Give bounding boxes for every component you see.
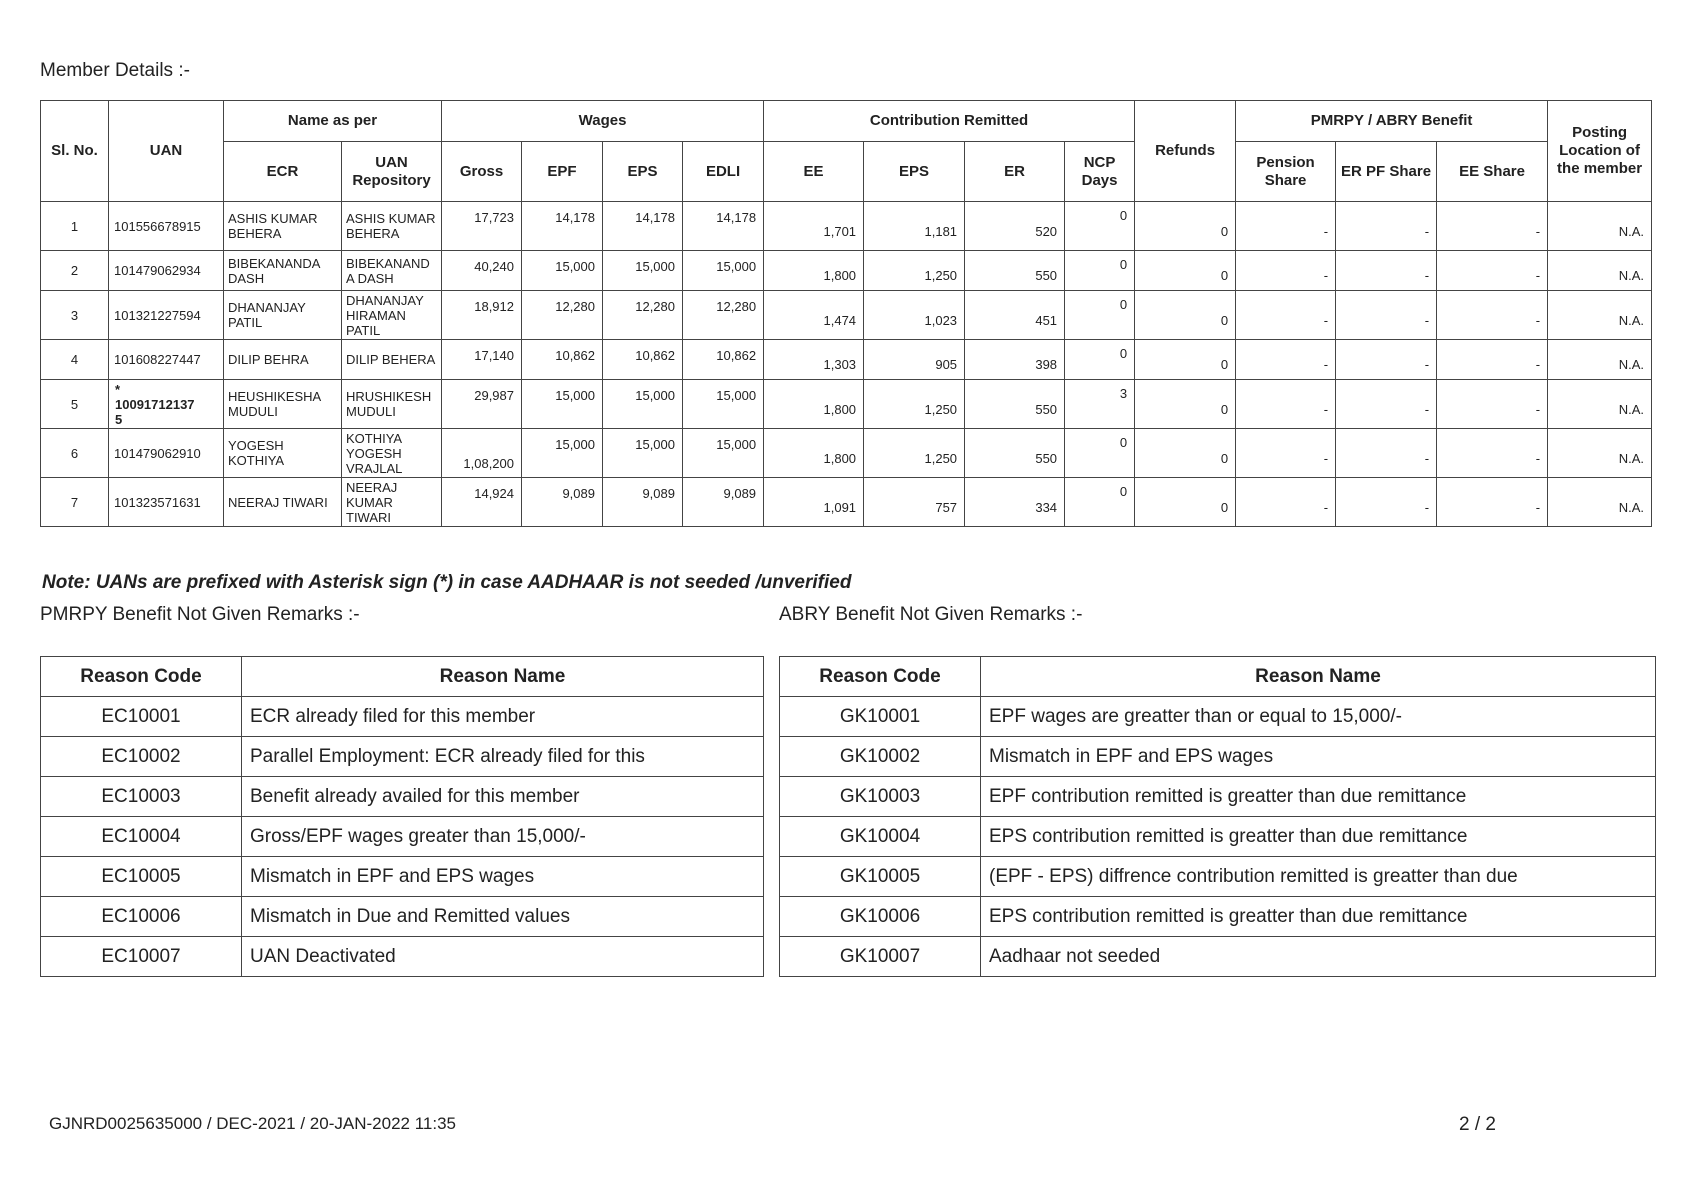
header-posting-location: Posting Location of the member [1548,101,1652,202]
cell-ee: 1,303 [764,340,864,380]
header-eps: EPS [603,142,683,202]
reason-name: EPF wages are greatter than or equal to 15,000/- [981,697,1656,737]
header-reason-name: Reason Name [242,657,764,697]
header-uan-repository: UAN Repository [342,142,442,202]
cell-posting-location: N.A. [1548,251,1652,291]
cell-eps: 10,862 [603,340,683,380]
header-sl-no: Sl. No. [41,101,109,202]
pmrpy-reasons-table [40,656,764,977]
cell-repo-name: DHANANJAY HIRAMAN PATIL [342,291,442,340]
cell-sl-no: 5 [41,380,109,429]
table-row [780,737,1656,777]
cell-posting-location: N.A. [1548,429,1652,478]
cell-eps-contribution: 905 [864,340,965,380]
table-row [780,897,1656,937]
cell-gross: 29,987 [442,380,522,429]
table-row [41,340,1652,380]
cell-eps: 15,000 [603,429,683,478]
table-row [41,937,764,977]
cell-ee-share: - [1437,202,1548,251]
cell-ee-share: - [1437,340,1548,380]
header-edli: EDLI [683,142,764,202]
reason-name: Mismatch in Due and Remitted values [242,897,764,937]
cell-posting-location: N.A. [1548,340,1652,380]
cell-refunds: 0 [1135,380,1236,429]
cell-pension-share: - [1236,251,1336,291]
cell-repo-name: ASHIS KUMAR BEHERA [342,202,442,251]
reason-code: GK10006 [780,897,981,937]
cell-sl-no: 4 [41,340,109,380]
cell-pension-share: - [1236,340,1336,380]
reason-code: EC10007 [41,937,242,977]
reason-name: EPF contribution remitted is greatter than due remittance [981,777,1656,817]
cell-refunds: 0 [1135,202,1236,251]
cell-posting-location: N.A. [1548,291,1652,340]
cell-eps: 14,178 [603,202,683,251]
page-number: 2 / 2 [1459,1114,1496,1135]
header-epf: EPF [522,142,603,202]
cell-ncp-days: 0 [1065,202,1135,251]
cell-eps: 9,089 [603,478,683,527]
cell-er: 520 [965,202,1065,251]
cell-er: 451 [965,291,1065,340]
cell-edli: 15,000 [683,429,764,478]
member-details-table [40,100,1652,527]
cell-ncp-days: 0 [1065,291,1135,340]
reason-name: Benefit already availed for this member [242,777,764,817]
cell-ncp-days: 3 [1065,380,1135,429]
cell-uan: 101479062910 [109,429,224,478]
cell-gross: 18,912 [442,291,522,340]
cell-refunds: 0 [1135,478,1236,527]
header-reason-code: Reason Code [41,657,242,697]
cell-er: 550 [965,380,1065,429]
cell-ee-share: - [1437,478,1548,527]
cell-eps-contribution: 1,181 [864,202,965,251]
reason-name: (EPF - EPS) diffrence contribution remitted is greatter than due [981,857,1656,897]
reason-name: Parallel Employment: ECR already filed for this [242,737,764,777]
cell-eps: 15,000 [603,380,683,429]
cell-ecr-name: BIBEKANANDA DASH [224,251,342,291]
header-er-pf-share: ER PF Share [1336,142,1437,202]
cell-uan: 101323571631 [109,478,224,527]
table-row [41,380,1652,429]
cell-uan: 101608227447 [109,340,224,380]
table-row [41,777,764,817]
cell-repo-name: NEERAJ KUMAR TIWARI [342,478,442,527]
reason-code: EC10002 [41,737,242,777]
cell-ncp-days: 0 [1065,429,1135,478]
table-row [780,817,1656,857]
header-pension-share: Pension Share [1236,142,1336,202]
reason-name: Mismatch in EPF and EPS wages [981,737,1656,777]
table-row [41,817,764,857]
cell-gross: 14,924 [442,478,522,527]
cell-repo-name: HRUSHIKESH MUDULI [342,380,442,429]
cell-epf: 15,000 [522,251,603,291]
reason-code: GK10002 [780,737,981,777]
cell-ncp-days: 0 [1065,340,1135,380]
cell-edli: 9,089 [683,478,764,527]
cell-eps: 15,000 [603,251,683,291]
cell-epf: 10,862 [522,340,603,380]
cell-epf: 15,000 [522,380,603,429]
header-reason-name: Reason Name [981,657,1656,697]
uan-number: 10091712137 [115,396,195,412]
table-row [41,429,1652,478]
cell-pension-share: - [1236,380,1336,429]
reason-code: EC10005 [41,857,242,897]
cell-ee: 1,474 [764,291,864,340]
cell-epf: 12,280 [522,291,603,340]
cell-ee-share: - [1437,429,1548,478]
reason-code: EC10001 [41,697,242,737]
cell-ee: 1,091 [764,478,864,527]
table-row [41,857,764,897]
reason-name: EPS contribution remitted is greatter than due remittance [981,897,1656,937]
cell-pension-share: - [1236,202,1336,251]
table-row [41,202,1652,251]
cell-gross: 1,08,200 [442,429,522,478]
reason-code: GK10005 [780,857,981,897]
cell-ee: 1,800 [764,429,864,478]
cell-edli: 15,000 [683,380,764,429]
cell-pension-share: - [1236,291,1336,340]
header-name-as-per: Name as per [224,101,442,142]
cell-refunds: 0 [1135,291,1236,340]
reason-code: EC10004 [41,817,242,857]
reason-code: GK10004 [780,817,981,857]
cell-edli: 15,000 [683,251,764,291]
cell-uan: 101479062934 [109,251,224,291]
table-row [41,251,1652,291]
cell-edli: 12,280 [683,291,764,340]
cell-er: 550 [965,429,1065,478]
cell-ncp-days: 0 [1065,251,1135,291]
cell-er: 398 [965,340,1065,380]
cell-sl-no: 6 [41,429,109,478]
reason-name: Aadhaar not seeded [981,937,1656,977]
reason-name: Mismatch in EPF and EPS wages [242,857,764,897]
abry-remarks-title: ABRY Benefit Not Given Remarks :- [779,604,1083,625]
table-row [41,697,764,737]
cell-ecr-name: ASHIS KUMAR BEHERA [224,202,342,251]
reason-code: EC10006 [41,897,242,937]
header-ee: EE [764,142,864,202]
cell-sl-no: 3 [41,291,109,340]
cell-uan [109,380,224,429]
cell-er-pf-share: - [1336,429,1437,478]
cell-pension-share: - [1236,429,1336,478]
cell-repo-name: DILIP BEHERA [342,340,442,380]
cell-eps: 12,280 [603,291,683,340]
cell-er-pf-share: - [1336,380,1437,429]
pmrpy-remarks-title: PMRPY Benefit Not Given Remarks :- [40,604,360,625]
cell-refunds: 0 [1135,251,1236,291]
cell-sl-no: 1 [41,202,109,251]
table-row [41,897,764,937]
reason-name: ECR already filed for this member [242,697,764,737]
uan-number-wrap: 5 [115,411,123,427]
header-uan: UAN [109,101,224,202]
cell-ee: 1,701 [764,202,864,251]
cell-ncp-days: 0 [1065,478,1135,527]
cell-er-pf-share: - [1336,202,1437,251]
header-pmrpy-abry-benefit: PMRPY / ABRY Benefit [1236,101,1548,142]
table-row [780,697,1656,737]
table-row [41,291,1652,340]
aadhaar-note: Note: UANs are prefixed with Asterisk sign (*) in case AADHAAR is not seeded /unverified [42,572,852,593]
cell-posting-location: N.A. [1548,380,1652,429]
cell-epf: 9,089 [522,478,603,527]
cell-gross: 40,240 [442,251,522,291]
table-row [780,937,1656,977]
header-eps-contribution: EPS [864,142,965,202]
cell-posting-location: N.A. [1548,478,1652,527]
cell-epf: 14,178 [522,202,603,251]
cell-uan: 101321227594 [109,291,224,340]
cell-er-pf-share: - [1336,340,1437,380]
cell-ecr-name: NEERAJ TIWARI [224,478,342,527]
cell-ee-share: - [1437,380,1548,429]
cell-edli: 10,862 [683,340,764,380]
cell-er-pf-share: - [1336,251,1437,291]
cell-posting-location: N.A. [1548,202,1652,251]
reason-name: UAN Deactivated [242,937,764,977]
cell-ee: 1,800 [764,251,864,291]
cell-refunds: 0 [1135,429,1236,478]
header-ncp-days: NCP Days [1065,142,1135,202]
header-refunds: Refunds [1135,101,1236,202]
reason-code: GK10001 [780,697,981,737]
header-contribution-remitted: Contribution Remitted [764,101,1135,142]
cell-refunds: 0 [1135,340,1236,380]
cell-uan: 101556678915 [109,202,224,251]
header-reason-code: Reason Code [780,657,981,697]
table-row [780,857,1656,897]
table-row [41,737,764,777]
cell-sl-no: 2 [41,251,109,291]
reason-name: EPS contribution remitted is greatter than due remittance [981,817,1656,857]
cell-pension-share: - [1236,478,1336,527]
reason-code: GK10003 [780,777,981,817]
header-er: ER [965,142,1065,202]
reason-code: GK10007 [780,937,981,977]
uan-asterisk-prefix: * [115,381,121,397]
cell-eps-contribution: 1,250 [864,429,965,478]
cell-ee: 1,800 [764,380,864,429]
cell-er-pf-share: - [1336,291,1437,340]
header-gross: Gross [442,142,522,202]
cell-repo-name: BIBEKANAND A DASH [342,251,442,291]
cell-er-pf-share: - [1336,478,1437,527]
cell-ecr-name: DILIP BEHRA [224,340,342,380]
table-row [41,478,1652,527]
footer-document-reference: GJNRD0025635000 / DEC-2021 / 20-JAN-2022 11:35 [49,1114,456,1133]
cell-ecr-name: YOGESH KOTHIYA [224,429,342,478]
cell-eps-contribution: 1,023 [864,291,965,340]
reason-name: Gross/EPF wages greater than 15,000/- [242,817,764,857]
cell-ecr-name: DHANANJAY PATIL [224,291,342,340]
cell-gross: 17,723 [442,202,522,251]
cell-ecr-name: HEUSHIKESHA MUDULI [224,380,342,429]
cell-ee-share: - [1437,251,1548,291]
table-row [780,777,1656,817]
cell-eps-contribution: 757 [864,478,965,527]
cell-eps-contribution: 1,250 [864,251,965,291]
cell-eps-contribution: 1,250 [864,380,965,429]
cell-gross: 17,140 [442,340,522,380]
header-ecr: ECR [224,142,342,202]
cell-er: 550 [965,251,1065,291]
abry-reasons-table [779,656,1656,977]
header-ee-share: EE Share [1437,142,1548,202]
cell-repo-name: KOTHIYA YOGESH VRAJLAL [342,429,442,478]
reason-code: EC10003 [41,777,242,817]
cell-ee-share: - [1437,291,1548,340]
member-details-title: Member Details :- [40,60,190,81]
cell-er: 334 [965,478,1065,527]
cell-edli: 14,178 [683,202,764,251]
header-wages: Wages [442,101,764,142]
cell-sl-no: 7 [41,478,109,527]
cell-epf: 15,000 [522,429,603,478]
